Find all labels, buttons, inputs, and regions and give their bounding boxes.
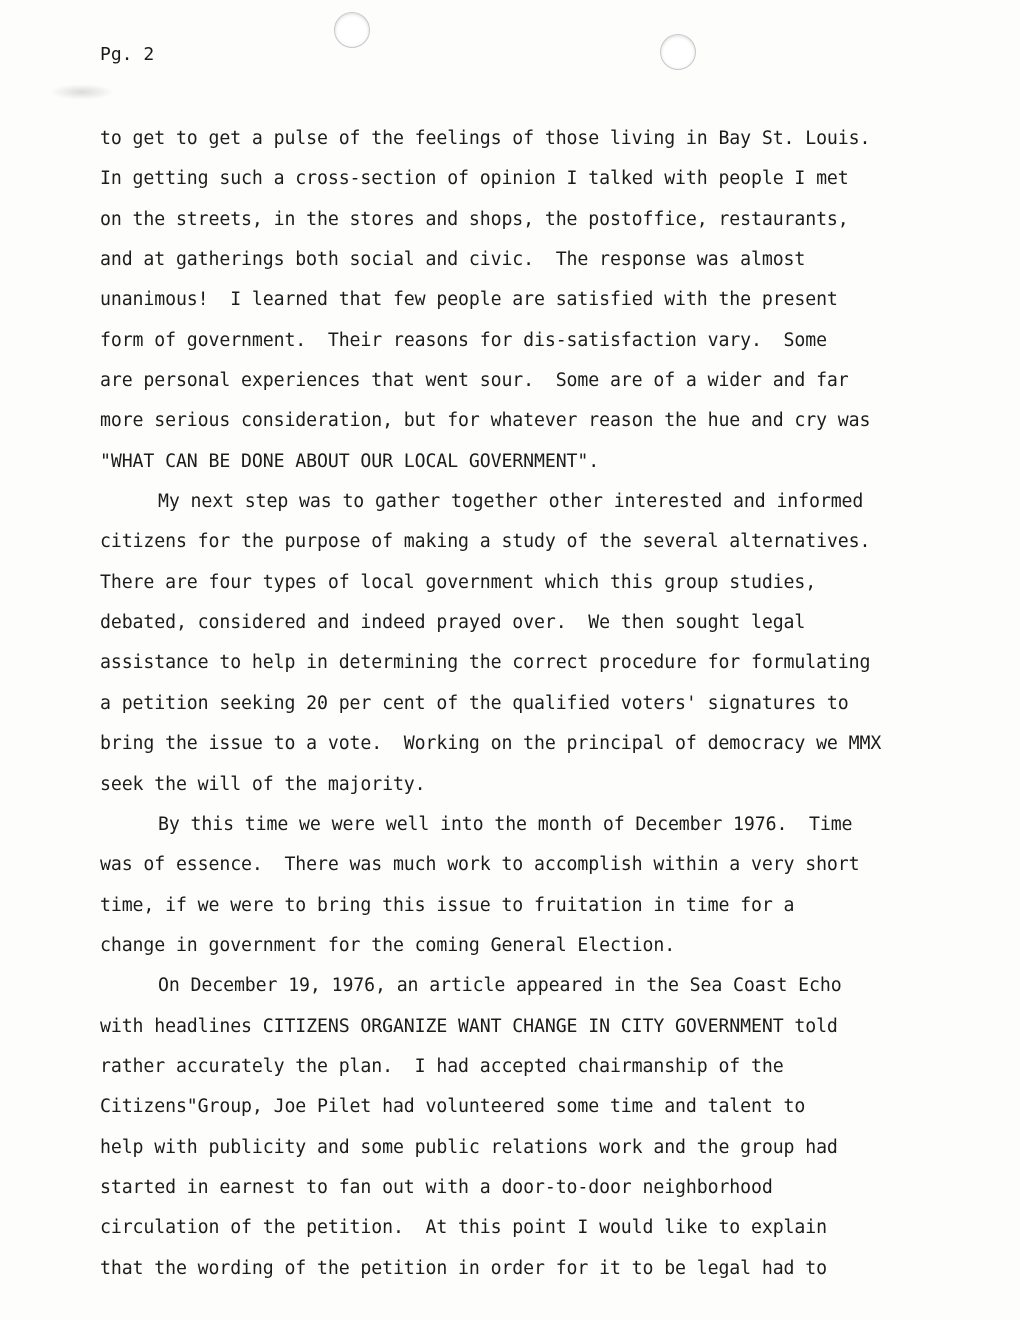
text-line: seek the will of the majority. [100, 773, 426, 795]
text-line: bring the issue to a vote. Working on the principal of democracy we MMX [100, 733, 882, 755]
text-line: a petition seeking 20 per cent of the qualified voters' signatures to [100, 692, 849, 714]
text-line: By this time we were well into the month of December 1976. Time [158, 813, 853, 835]
text-line: Citizens"Group, Joe Pilet had volunteered some time and talent to [100, 1096, 806, 1118]
text-line: debated, considered and indeed prayed over. We then sought legal [100, 612, 806, 634]
text-line: with headlines CITIZENS ORGANIZE WANT CHANGE IN CITY GOVERNMENT told [100, 1015, 838, 1037]
text-line: change in government for the coming General Election. [100, 934, 676, 956]
text-line: In getting such a cross-section of opinion I talked with people I met [100, 168, 849, 190]
typed-body-text [100, 119, 970, 1289]
text-line: My next step was to gather together other interested and informed [158, 491, 864, 513]
text-line: circulation of the petition. At this point I would like to explain [100, 1217, 827, 1239]
text-line: on the streets, in the stores and shops, the postoffice, restaurants, [100, 208, 849, 230]
text-line: help with publicity and some public relations work and the group had [100, 1136, 838, 1158]
text-line: time, if we were to bring this issue to fruitation in time for a [100, 894, 795, 916]
text-line: form of government. Their reasons for dis-satisfaction vary. Some [100, 329, 827, 351]
punch-hole-left [334, 12, 370, 48]
text-line: unanimous! I learned that few people are satisfied with the present [100, 289, 838, 311]
punch-hole-right [660, 34, 696, 70]
text-line: assistance to help in determining the correct procedure for formulating [100, 652, 871, 674]
text-line: and at gatherings both social and civic. The response was almost [100, 249, 806, 271]
text-line: citizens for the purpose of making a study of the several alternatives. [100, 531, 871, 553]
text-line: On December 19, 1976, an article appeared in the Sea Coast Echo [158, 975, 842, 997]
text-line: "WHAT CAN BE DONE ABOUT OUR LOCAL GOVERNMENT". [100, 450, 600, 472]
text-line: rather accurately the plan. I had accepted chairmanship of the [100, 1055, 784, 1077]
text-line: are personal experiences that went sour. Some are of a wider and far [100, 370, 849, 392]
ink-smudge [50, 84, 114, 100]
text-line: started in earnest to fan out with a door-to-door neighborhood [100, 1176, 773, 1198]
text-line: that the wording of the petition in order for it to be legal had to [100, 1257, 827, 1279]
text-line: more serious consideration, but for whatever reason the hue and cry was [100, 410, 871, 432]
text-line: was of essence. There was much work to accomplish within a very short [100, 854, 860, 876]
text-line: to get to get a pulse of the feelings of those living in Bay St. Louis. [100, 128, 871, 149]
page-number: Pg. 2 [100, 44, 155, 65]
text-line: There are four types of local government which this group studies, [100, 571, 817, 593]
